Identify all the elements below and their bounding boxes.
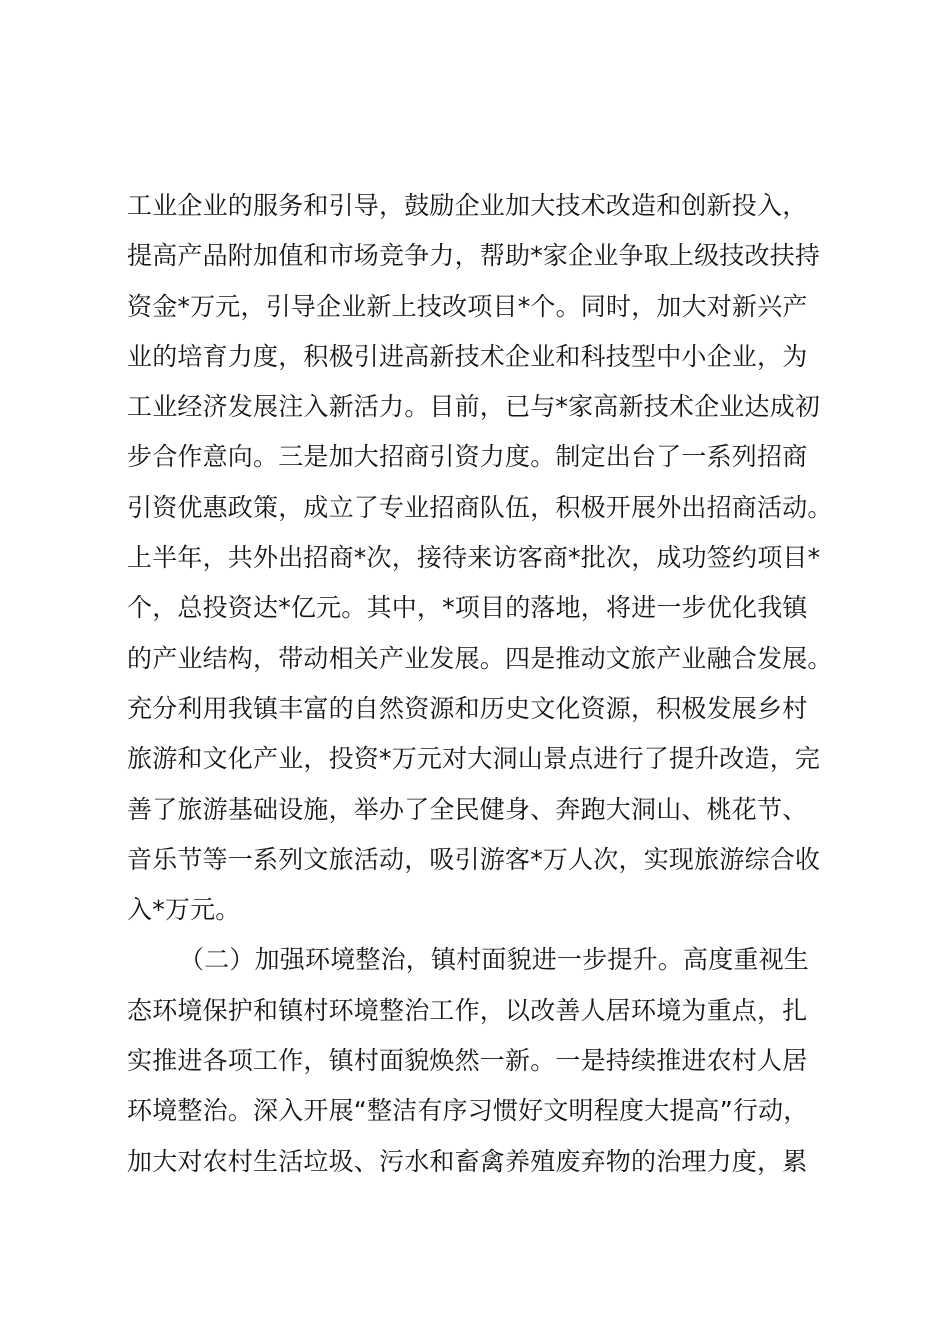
- body-text: [127, 181, 837, 1187]
- text-line: 入*万元。: [127, 895, 241, 925]
- text-line: 善了旅游基础设施，举办了全民健身、奔跑大洞山、桃花节、: [127, 794, 808, 824]
- text-line: 音乐节等一系列文旅活动，吸引游客*万人次，实现旅游综合收: [127, 844, 821, 874]
- text-line: 的产业结构，带动相关产业发展。四是推动文旅产业融合发展。: [127, 643, 833, 673]
- text-line: 个，总投资达*亿元。其中，*项目的落地，将进一步优化我镇: [127, 593, 808, 623]
- text-line: 上半年，共外出招商*次，接待来访客商*批次，成功签约项目*: [127, 543, 821, 573]
- text-line: 加大对农村生活垃圾、污水和畜禽养殖废弃物的治理力度，累: [127, 1146, 808, 1176]
- text-line: 提高产品附加值和市场竞争力，帮助*家企业争取上级技改扶持: [127, 241, 821, 271]
- text-line: 态环境保护和镇村环境整治工作，以改善人居环境为重点，扎: [127, 995, 808, 1025]
- text-line: 实推进各项工作，镇村面貌焕然一新。一是持续推进农村人居: [127, 1046, 808, 1076]
- text-line: 步合作意向。三是加大招商引资力度。制定出台了一系列招商: [127, 442, 808, 472]
- text-line: 资金*万元，引导企业新上技改项目*个。同时，加大对新兴产: [127, 291, 808, 321]
- text-line: 工业企业的服务和引导，鼓励企业加大技术改造和创新投入，: [127, 191, 808, 220]
- text-line: 旅游和文化产业，投资*万元对大洞山景点进行了提升改造，完: [127, 744, 821, 774]
- text-line: 引资优惠政策，成立了专业招商队伍，积极开展外出招商活动。: [127, 492, 833, 522]
- text-line: 业的培育力度，积极引进高新技术企业和科技型中小企业，为: [127, 341, 808, 371]
- text-line: 充分利用我镇丰富的自然资源和历史文化资源，积极发展乡村: [127, 693, 808, 723]
- section-heading-line: （二）加强环境整治，镇村面貌进一步提升。高度重视生: [179, 945, 810, 975]
- text-line: 工业经济发展注入新活力。目前，已与*家高新技术企业达成初: [127, 392, 821, 422]
- text-line: 环境整治。深入开展“整洁有序习惯好文明程度大提高”行动，: [127, 1096, 809, 1126]
